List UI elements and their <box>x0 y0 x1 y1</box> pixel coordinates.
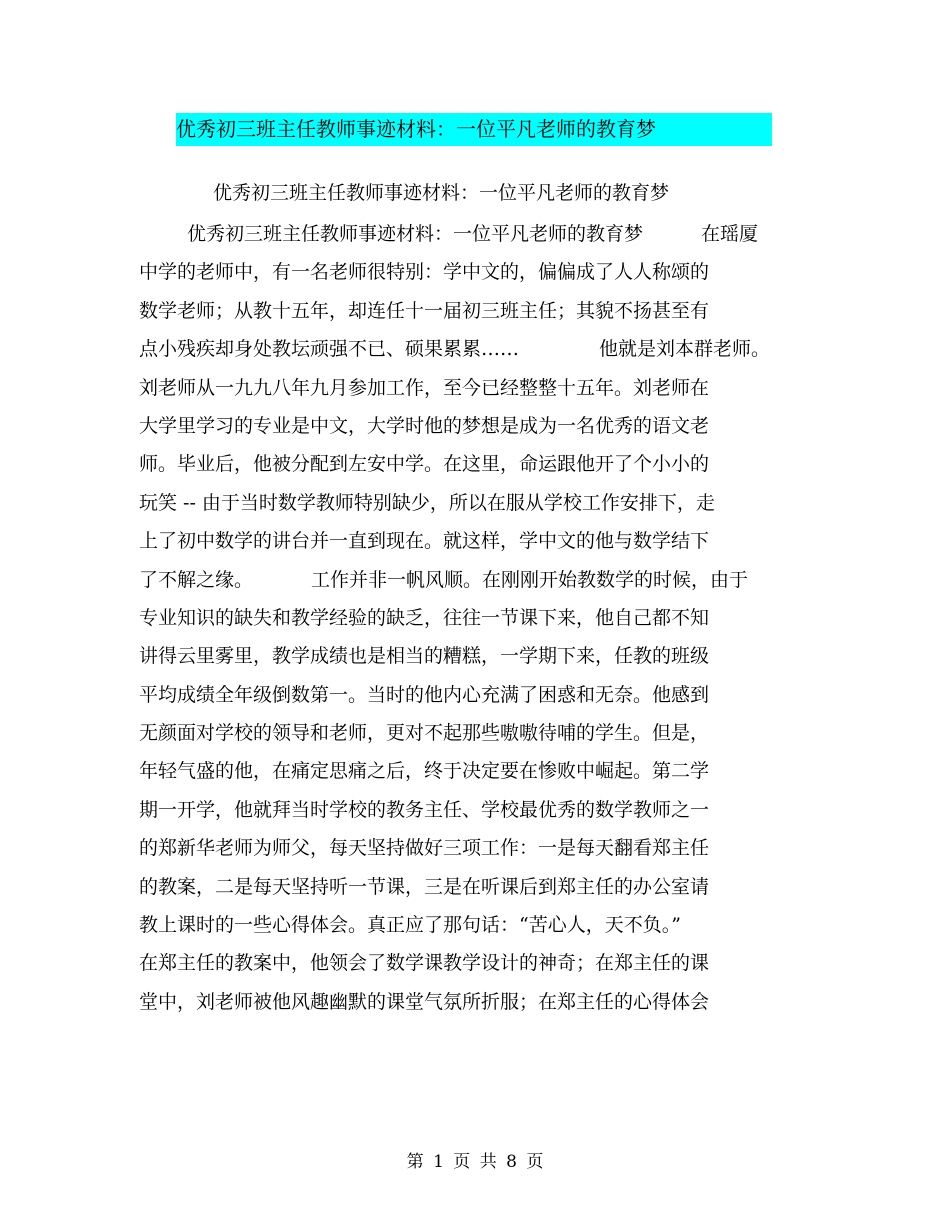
body-line <box>139 986 809 1024</box>
line-segment: 期一开学，他就拜当时学校的教务主任、学校最优秀的数学教师之一 <box>139 798 710 821</box>
line-segment: 点小残疾却身处教坛顽强不已、硕果累累…… <box>139 338 520 361</box>
line-segment: 玩笑 -- 由于当时数学教师特别缺少，所以在服从学校工作安排下，走 <box>139 491 715 514</box>
line-segment: 数学老师；从教十五年，却连任十一届初三班主任；其貌不扬甚至有 <box>139 299 710 322</box>
line-segment: 优秀初三班主任教师事迹材料：一位平凡老师的教育梦 <box>187 223 644 245</box>
footer-total-pages: 8 <box>506 1152 517 1172</box>
document-subtitle: 优秀初三班主任教师事迹材料：一位平凡老师的教育梦 <box>213 182 670 204</box>
footer-total-unit: 页 <box>526 1152 544 1172</box>
body-line <box>139 295 809 333</box>
line-segment: 中学的老师中，有一名老师很特别：学中文的，偏偏成了人人称颂的 <box>139 261 710 284</box>
body-line <box>139 487 809 525</box>
line-segment: 的教案，二是每天坚持听一节课，三是在听课后到郑主任的办公室请 <box>139 875 710 898</box>
line-segment: 专业知识的缺失和教学经验的缺乏，往往一节课下来，他自己都不知 <box>139 606 710 629</box>
body-line <box>139 256 809 294</box>
footer-page-number: 1 <box>433 1152 444 1172</box>
line-segment: 工作并非一帆风顺。在刚刚开始教数学的时候，由于 <box>311 568 749 591</box>
document-body <box>139 218 809 1024</box>
body-line <box>139 640 809 678</box>
body-line <box>139 679 809 717</box>
body-line <box>139 755 809 793</box>
footer-prefix: 第 <box>406 1152 424 1172</box>
body-line <box>139 717 809 755</box>
body-line <box>139 372 809 410</box>
page-footer <box>0 1150 950 1174</box>
body-line <box>139 871 809 909</box>
line-segment: 的郑新华老师为师父，每天坚持做好三项工作：一是每天翻看郑主任 <box>139 837 710 860</box>
body-line <box>139 832 809 870</box>
body-line <box>139 333 809 371</box>
line-segment: 了不解之缘。 <box>139 568 254 591</box>
body-line <box>139 218 809 256</box>
footer-total-prefix: 共 <box>479 1152 497 1172</box>
body-line <box>139 947 809 985</box>
line-segment: 讲得云里雾里，教学成绩也是相当的糟糕，一学期下来，任教的班级 <box>139 645 710 668</box>
line-segment: 师。毕业后，他被分配到左安中学。在这里，命运跟他开了个小小的 <box>139 453 710 476</box>
body-line <box>139 602 809 640</box>
document-title: 优秀初三班主任教师事迹材料：一位平凡老师的教育梦 <box>176 113 772 146</box>
line-segment: 刘老师从一九九八年九月参加工作，至今已经整整十五年。刘老师在 <box>139 376 710 399</box>
body-line <box>139 410 809 448</box>
line-segment: 平均成绩全年级倒数第一。当时的他内心充满了困惑和无奈。他感到 <box>139 683 710 706</box>
line-segment: 上了初中数学的讲台并一直到现在。就这样，学中文的他与数学结下 <box>139 530 710 553</box>
line-segment: 教上课时的一些心得体会。真正应了那句话：“苦心人，天不负。” <box>139 914 681 937</box>
line-segment: 堂中，刘老师被他风趣幽默的课堂气氛所折服；在郑主任的心得体会 <box>139 990 710 1013</box>
line-segment: 大学里学习的专业是中文，大学时他的梦想是成为一名优秀的语文老 <box>139 414 710 437</box>
footer-page-unit: 页 <box>453 1152 471 1172</box>
body-line <box>139 448 809 486</box>
line-segment: 在瑶厦 <box>701 223 759 245</box>
line-segment: 在郑主任的教案中，他领会了数学课教学设计的神奇；在郑主任的课 <box>139 952 710 975</box>
body-line <box>139 564 809 602</box>
body-line <box>139 794 809 832</box>
line-segment: 无颜面对学校的领导和老师，更对不起那些嗷嗷待哺的学生。但是， <box>139 722 710 745</box>
body-line <box>139 909 809 947</box>
line-segment: 他就是刘本群老师。 <box>599 338 771 361</box>
line-segment: 年轻气盛的他，在痛定思痛之后，终于决定要在惨败中崛起。第二学 <box>139 760 710 783</box>
body-line <box>139 525 809 563</box>
